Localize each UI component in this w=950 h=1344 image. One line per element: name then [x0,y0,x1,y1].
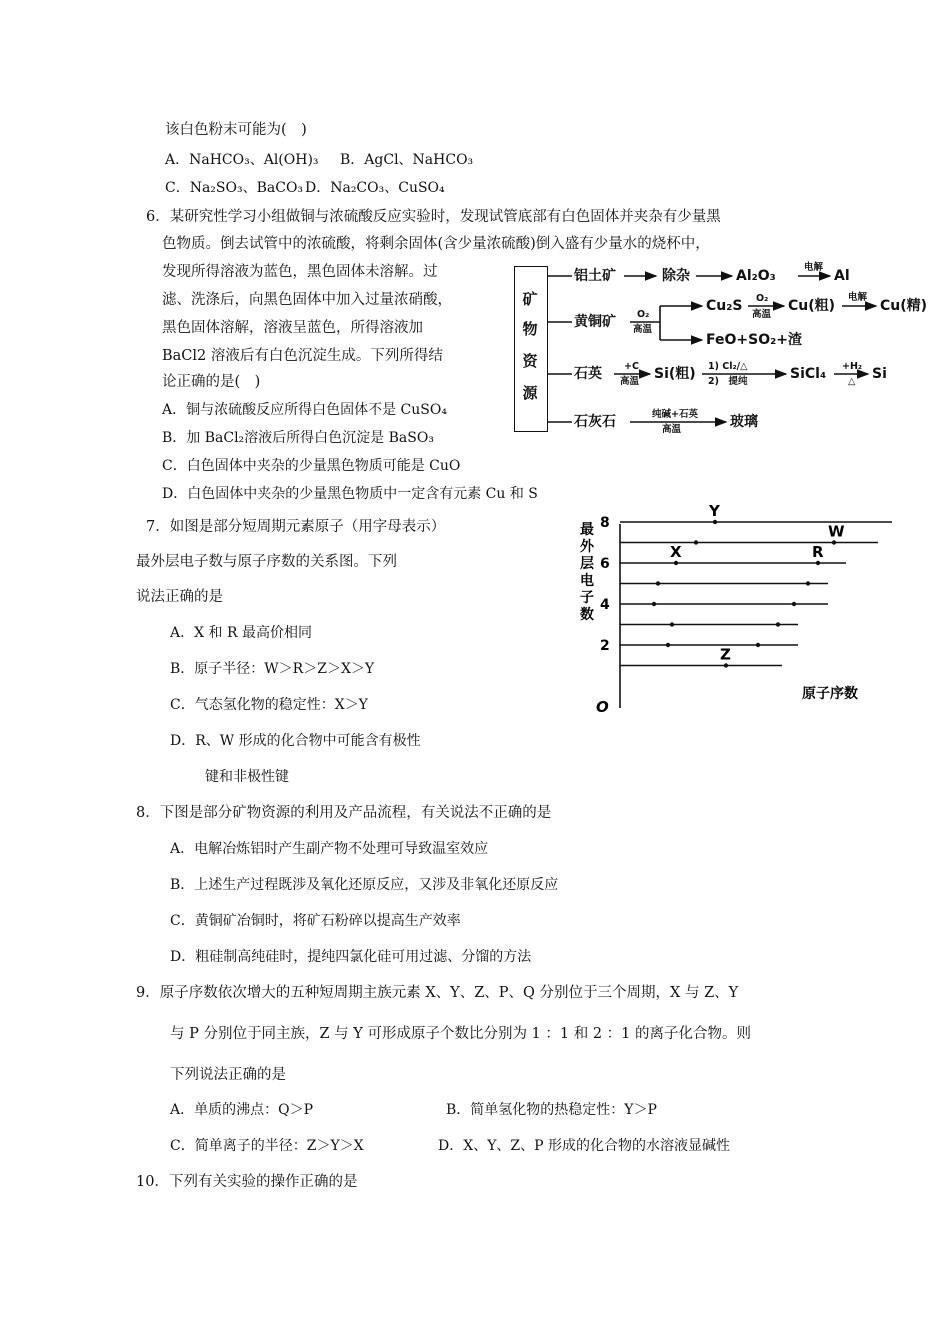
chart-point-label: Z [720,645,731,664]
flow-row2-cond2-top: O₂ [756,293,769,304]
chart-point [724,663,728,667]
flow-row3-product: Si [872,366,887,382]
chart-y-label-char: 最 [580,522,594,538]
q7-option-b: B．原子半径：W＞R＞Z＞X＞Y [170,661,375,677]
q6-stem-line3: 发现所得溶液为蓝色，黑色固体未溶解。过 [162,264,438,280]
flow-row2-cond2-bottom: 高温 [752,309,772,320]
q6-stem-line6: BaCl2 溶液后有白色沉淀生成。下列所得结 [162,348,443,364]
chart-y-tick-label: 8 [600,515,610,531]
flow-row3-cond3-top: +H₂ [842,361,863,372]
q9-stem-line1: 9．原子序数依次增大的五种短周期主族元素 X、Y、Z、P、Q 分别位于三个周期，X 与 Z、Y [136,985,739,1001]
flow-root-char-4: 源 [522,384,538,402]
flow-row2-cond3: 电解 [848,292,868,303]
flow-row4-cond-top: 纯碱+石英 [652,409,698,420]
q5-option-d: D．Na₂CO₃、CuSO₄ [305,180,445,196]
chart-point [816,561,820,565]
chart-y-tick-label: 2 [600,638,610,654]
q8-option-b: B．上述生产过程既涉及氧化还原反应，又涉及非氧化还原反应 [170,877,559,893]
q9-stem-line3: 下列说法正确的是 [170,1067,286,1083]
q5-option-c: C．Na₂SO₃、BaCO₃ [165,180,304,196]
q5-option-a: A．NaHCO₃、Al(OH)₃ [165,152,319,168]
q5-stem-tail: 该白色粉末可能为( ) [165,122,307,138]
flow-row4-cond-bottom: 高温 [662,424,682,435]
q6-option-a: A．铜与浓硫酸反应所得白色固体不是 CuSO₄ [162,402,447,418]
flow-row1-mid: Al₂O₃ [736,268,776,284]
chart-y-label-char: 子 [580,590,594,606]
chart-point [713,520,717,524]
flow-row2-cond1-bottom: 高温 [633,324,653,335]
q7-option-c: C．气态氢化物的稳定性：X＞Y [170,697,368,713]
flow-row1-product: Al [834,268,850,284]
flow-row3-mid2: SiCl₄ [790,366,827,382]
chart-point [806,581,810,585]
q8-option-a: A．电解冶炼铝时产生副产物不处理可导致温室效应 [170,841,489,857]
mineral-resources-flowchart [512,262,942,438]
chart-y-tick-label: 6 [600,556,610,572]
q9-option-a: A．单质的沸点：Q＞P [170,1102,314,1118]
q6-stem-line1: 6．某研究性学习小组做铜与浓硫酸反应实验时，发现试管底部有白色固体并夹杂有少量黑 [146,209,721,225]
chart-point [832,540,836,544]
q6-stem-line7: 论正确的是( ) [162,374,261,390]
flow-row1-step: 除杂 [662,268,690,284]
flow-row3-cond2-top: 1) Cl₂/△ [708,361,748,372]
q8-option-c: C．黄铜矿冶铜时，将矿石粉碎以提高生产效率 [170,913,461,929]
flow-row2-mid: Cu(粗) [788,298,836,314]
chart-point [694,540,698,544]
chart-point-label: R [812,543,824,561]
flow-row2-branch1: Cu₂S [706,298,743,314]
electron-number-chart [572,502,902,722]
chart-point-label: W [828,522,845,541]
flow-row4-product: 玻璃 [730,414,758,430]
chart-point [756,643,760,647]
q6-option-d: D．白色固体中夹杂的少量黑色物质中一定含有元素 Cu 和 S [162,486,538,502]
chart-point [656,581,660,585]
chart-point [674,561,678,565]
q6-stem-line5: 黑色固体溶解，溶液呈蓝色，所得溶液加 [162,320,423,336]
chart-point [776,622,780,626]
flow-row2-branch2: FeO+SO₂+渣 [706,332,802,348]
flow-row3-cond1-top: +C [624,361,639,372]
chart-point [792,602,796,606]
flow-row2-source: 黄铜矿 [574,314,616,330]
flow-row3-mid: Si(粗) [654,366,696,382]
q6-option-c: C．白色固体中夹杂的少量黑色物质可能是 CuO [162,458,461,474]
q6-stem-line4: 滤、洗涤后，向黑色固体中加入过量浓硝酸， [162,292,452,308]
q5-option-b: B．AgCl、NaHCO₃ [340,152,474,168]
q7-stem-line3: 说法正确的是 [136,589,223,605]
q7-option-d-line1: D．R、W 形成的化合物中可能含有极性 [170,733,421,749]
chart-x-axis-label: 原子序数 [802,686,858,702]
flow-row3-source: 石英 [574,366,602,382]
q8-option-d: D．粗硅制高纯硅时，提纯四氯化硅可用过滤、分馏的方法 [170,949,532,965]
flow-row2-cond1-top: O₂ [637,309,650,320]
chart-y-label-char: 层 [580,556,594,572]
flow-row3-cond1-bottom: 高温 [620,376,640,387]
chart-point-label: Y [709,502,720,520]
flow-root-char-3: 资 [522,352,538,370]
flow-row2-product: Cu(精) [880,298,928,314]
flow-row3-cond2-bottom: 2) 提纯 [708,376,748,387]
chart-point [652,602,656,606]
flow-connector-lines [512,262,942,438]
flow-row4-source: 石灰石 [574,414,616,430]
q9-stem-line2: 与 P 分别位于同主族，Z 与 Y 可形成原子个数比分别为 1 ：1 和 2 ：1 的离子化合物。则 [170,1026,752,1042]
chart-y-label-char: 数 [580,607,594,623]
q7-stem-line2: 最外层电子数与原子序数的关系图。下列 [136,554,397,570]
chart-point-label: X [670,543,682,561]
q6-stem-line2: 色物质。倒去试管中的浓硫酸，将剩余固体(含少量浓硫酸)倒入盛有少量水的烧杯中， [162,236,710,252]
flow-root-char-1: 矿 [522,290,538,308]
flow-row1-source: 铝土矿 [574,268,616,284]
q9-option-c: C．简单离子的半径：Z＞Y＞X [170,1138,364,1154]
q9-option-b: B．简单氢化物的热稳定性：Y＞P [446,1102,657,1118]
chart-y-label-char: 电 [580,573,594,589]
chart-y-tick-label: 4 [600,597,610,613]
chart-origin-label: O [596,698,609,716]
q7-option-d-line2: 键和非极性键 [205,769,289,785]
flow-root-char-2: 物 [522,320,538,338]
q7-stem-line1: 7．如图是部分短周期元素原子（用字母表示） [146,519,446,535]
q6-option-b: B．加 BaCl₂溶液后所得白色沉淀是 BaSO₃ [162,430,434,446]
chart-y-axis-label [580,522,595,623]
q8-stem: 8．下图是部分矿物资源的利用及产品流程，有关说法不正确的是 [136,805,552,821]
q9-option-d: D．X、Y、Z、P 形成的化合物的水溶液显碱性 [438,1138,731,1154]
q10-stem: 10．下列有关实验的操作正确的是 [136,1174,358,1190]
chart-point [666,643,670,647]
q7-option-a: A．X 和 R 最高价相同 [170,625,312,641]
chart-y-label-char: 外 [580,539,594,555]
flow-row1-cond: 电解 [804,262,824,273]
flow-row3-cond3-bottom: △ [848,376,856,387]
chart-point [670,622,674,626]
